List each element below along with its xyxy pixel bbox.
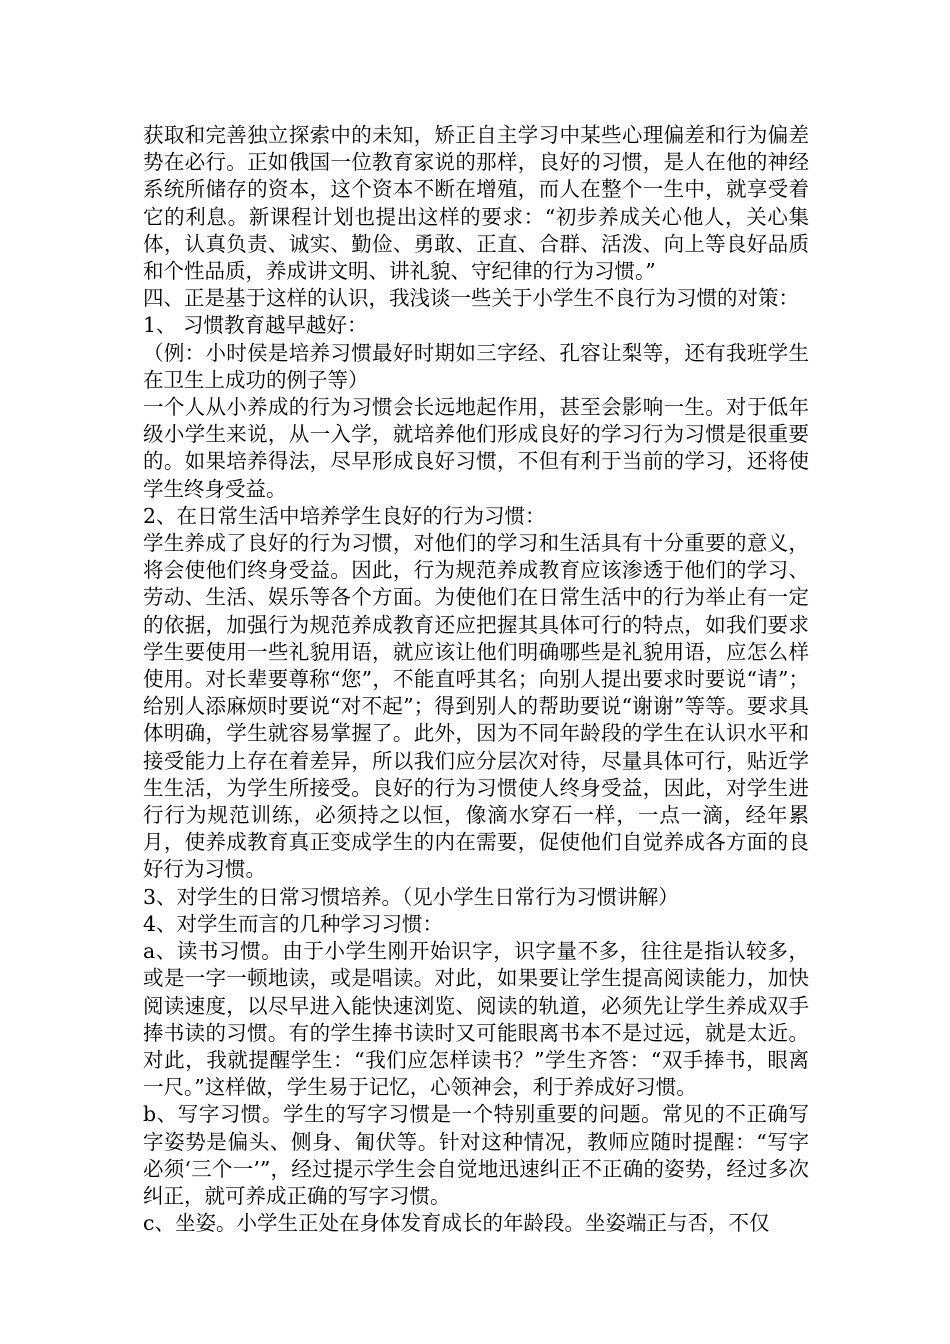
paragraph-item-3-heading: 3、对学生的日常习惯培养。（见小学生日常行为习惯讲解） [143, 884, 679, 909]
paragraph-section-four-heading: 四、正是基于这样的认识，我浅谈一些关于小学生不良行为习惯的对策： [143, 286, 799, 311]
paragraph-reading-habit: a、读书习惯。由于小学生刚开始识字，识字量不多，往往是指认较多，或是一字一顿地读，或是唱读。对此，如果要让学生提高阅读能力，加快阅读速度，以尽早进入能快速浏览、阅读的轨道，必须先让学生养成双手捧书读的习惯。有的学生捧书读时又可能眼离书本不是过远，就是太近。对此，我就提醒学生：“我们应怎样读书？”学生齐答：“双手捧书，眼离一尺。”这样做，学生易于记忆，心领神会，利于养成好习惯。 [143, 939, 809, 1100]
paragraph-writing-habit: b、写字习惯。学生的写字习惯是一个特别重要的问题。常见的不正确写字姿势是偏头、侧身、匍伏等。针对这种情况，教师应随时提醒：“写字必须‘三个一’”，经过提示学生会自觉地迅速纠正不正确的姿势，经过多次纠正，就可养成正确的写字习惯。 [143, 1102, 809, 1208]
paragraph-item-1-heading: 1、 习惯教育越早越好： [143, 313, 368, 338]
paragraph-item-2-heading: 2、在日常生活中培养学生良好的行为习惯： [143, 503, 546, 528]
paragraph-item-1-body: 一个人从小养成的行为习惯会长远地起作用，甚至会影响一生。对于低年级小学生来说，从一入学，就培养他们形成良好的学习行为习惯是很重要的。如果培养得法，尽早形成良好习惯，不但有利于当前的学习，还将使学生终身受益。 [143, 395, 809, 501]
paragraph-item-4-heading: 4、对学生而言的几种学习习惯： [143, 911, 444, 936]
paragraph-item-1-example: （例：小时侯是培养习惯最好时期如三字经、孔容让梨等，还有我班学生在卫生上成功的例子等） [143, 340, 809, 392]
paragraph-sitting-posture: c、坐姿。小学生正处在身体发育成长的年龄段。坐姿端正与否，不仅 [143, 1211, 770, 1236]
paragraph-intro-continuation: 获取和完善独立探索中的未知，矫正自主学习中某些心理偏差和行为偏差势在必行。正如俄国一位教育家说的那样，良好的习惯，是人在他的神经系统所储存的资本，这个资本不断在增殖，而人在整个一生中，就享受着它的利息。新课程计划也提出这样的要求：“初步养成关心他人，关心集体，认真负责、诚实、勤俭、勇敢、正直、合群、活泼、向上等良好品质和个性品质，养成讲文明、讲礼貌、守纪律的行为习惯。” [143, 123, 809, 284]
document-body [143, 122, 809, 1237]
paragraph-item-2-body: 学生养成了良好的行为习惯，对他们的学习和生活具有十分重要的意义，将会使他们终身受益。因此，行为规范养成教育应该渗透于他们的学习、劳动、生活、娱乐等各个方面。为使他们在日常生活中的行为举止有一定的依据，加强行为规范养成教育还应把握其具体可行的特点，如我们要求学生要使用一些礼貌用语，就应该让他们明确哪些是礼貌用语，应怎么样使用。对长辈要尊称“您”，不能直呼其名；向别人提出要求时要说“请”；给别人添麻烦时要说“对不起”；得到别人的帮助要说“谢谢”等等。要求具体明确，学生就容易掌握了。此外，因为不同年龄段的学生在认识水平和接受能力上存在着差异，所以我们应分层次对待，尽量具体可行，贴近学生生活，为学生所接受。良好的行为习惯使人终身受益，因此，对学生进行行为规范训练，必须持之以恒，像滴水穿石一样，一点一滴，经年累月，使养成教育真正变成学生的内在需要，促使他们自觉养成各方面的良好行为习惯。 [143, 531, 809, 882]
